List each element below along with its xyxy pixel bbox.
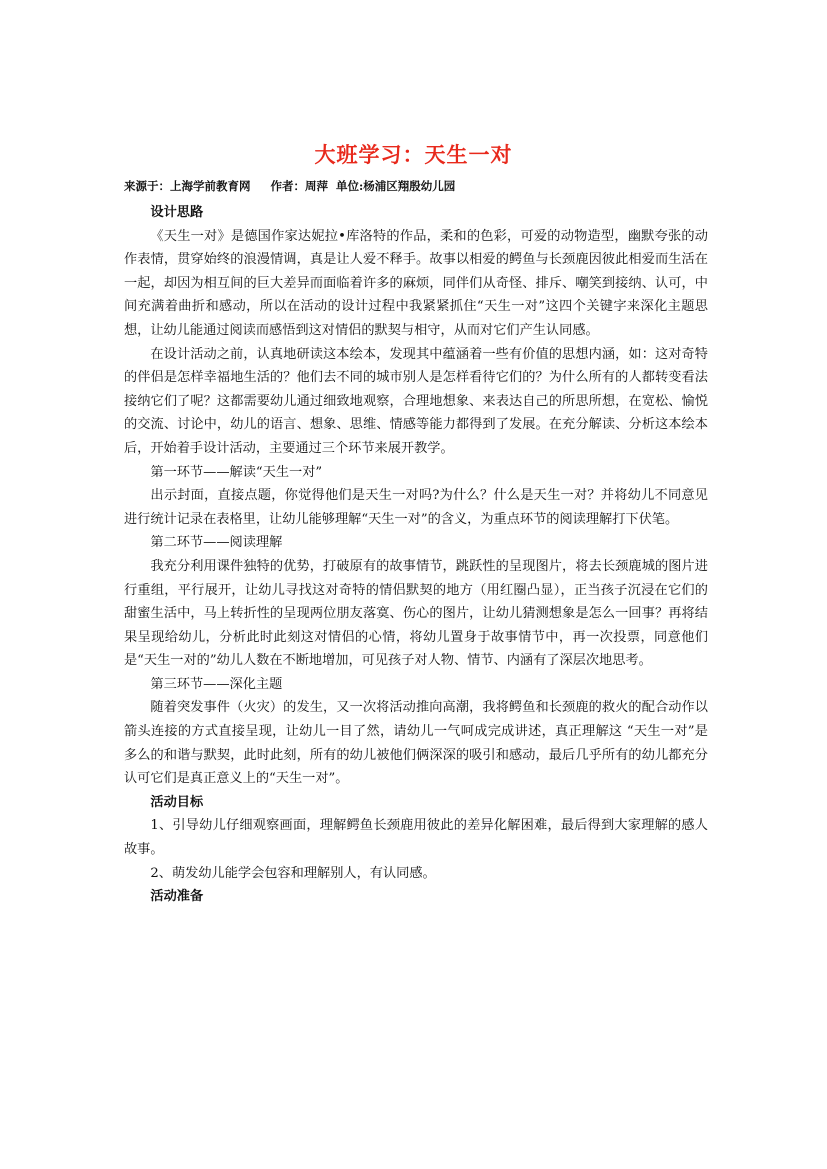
document-body: [124, 201, 708, 909]
paragraph: 随着突发事件（火灾）的发生，又一次将活动推向高潮，我将鳄鱼和长颈鹿的救火的配合动作以箭头连接的方式直接呈现，让幼儿一目了然，请幼儿一气呵成完成讲述，真正理解这 “天生一对”是多么的和谐与默契，此时此刻，所有的幼儿被他们俩深深的吸引和感动，最后几乎所有的幼儿都充分认可它们是真正意义上的“天生一对”。: [124, 700, 708, 787]
byline-source: 来源于：上海学前教育网: [124, 179, 251, 193]
paragraph: 第一环节——解读“天生一对”: [150, 464, 323, 480]
byline-unit: 单位:杨浦区翔殷幼儿园: [336, 179, 456, 193]
paragraph: 出示封面，直接点题，你觉得他们是天生一对吗?为什么？什么是天生一对？并将幼儿不同意见进行统计记录在表格里，让幼儿能够理解“天生一对”的含义，为重点环节的阅读理解打下伏笔。: [124, 488, 708, 527]
document-title: 大班学习：天生一对: [314, 142, 513, 167]
paragraph: 我充分利用课件独特的优势，打破原有的故事情节，跳跃性的呈现图片，将去长颈鹿城的图片进行重组，平行展开，让幼儿寻找这对奇特的情侣默契的地方（用红圈凸显），正当孩子沉浸在它们的甜蜜生活中，马上转折性的呈现两位朋友落寞、伤心的图片，让幼儿猜测想象是怎么一回事？再将结果呈现给幼儿，分析此时此刻这对情侣的心情，将幼儿置身于故事情节中，再一次投票，同意他们是“天生一对的”幼儿人数在不断地增加，可见孩子对人物、情节、内涵有了深层次地思考。: [124, 558, 708, 669]
paragraph: 第二环节——阅读理解: [150, 535, 283, 551]
paragraph: 在设计活动之前，认真地研读这本绘本，发现其中蕴涵着一些有价值的思想内涵，如：这对奇特的伴侣是怎样幸福地生活的？他们去不同的城市别人是怎样看待它们的？为什么所有的人都转变看法接纳它们了呢？这都需要幼儿通过细致地观察，合理地想象、来表达自己的所思所想，在宽松、愉悦的交流、讨论中，幼儿的语言、想象、思维、情感等能力都得到了发展。在充分解读、分析这本绘本后，开始着手设计活动，主要通过三个环节来展开教学。: [124, 346, 708, 456]
section-heading: 设计思路: [150, 205, 204, 220]
paragraph: 1、引导幼儿仔细观察画面，理解鳄鱼长颈鹿用彼此的差异化解困难，最后得到大家理解的感人故事。: [124, 818, 708, 858]
section-heading: 活动准备: [150, 889, 204, 905]
byline: [124, 178, 455, 194]
paragraph: 第三环节——深化主题: [150, 676, 283, 692]
section-heading: 活动目标: [150, 794, 204, 810]
paragraph: 2、萌发幼儿能学会包容和理解别人，有认同感。: [150, 865, 436, 881]
byline-author: 作者：周萍: [270, 179, 329, 193]
paragraph: 《天生一对》是德国作家达妮拉•库洛特的作品，柔和的色彩，可爱的动物造型，幽默夸张的动作表情，贯穿始终的浪漫情调，真是让人爱不释手。故事以相爱的鳄鱼与长颈鹿因彼此相爱而生活在一起，却因为相互间的巨大差异而面临着许多的麻烦，同伴们从奇怪、排斥、嘲笑到接纳、认可，中间充满着曲折和感动，所以在活动的设计过程中我紧紧抓住“天生一对”这四个关键字来深化主题思想，让幼儿能通过阅读而感悟到这对情侣的默契与相守，从而对它们产生认同感。: [124, 228, 708, 338]
